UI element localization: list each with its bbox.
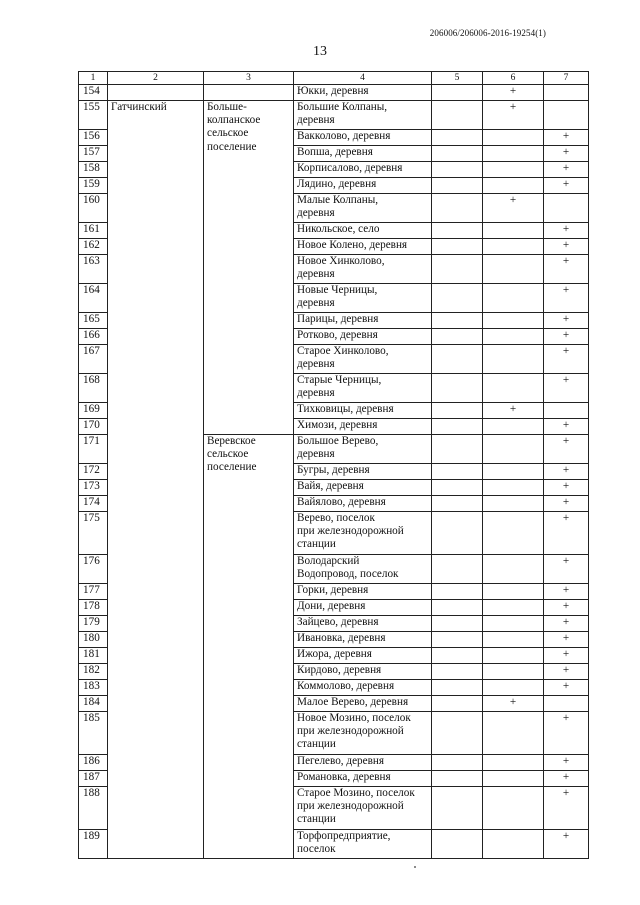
row-number: 181: [79, 648, 108, 664]
col6-mark: [483, 223, 544, 239]
settlement-name: Кирдово, деревня: [294, 664, 432, 680]
col6-mark: [483, 664, 544, 680]
column-header-7: 7: [544, 72, 589, 85]
col7-mark: +: [544, 616, 589, 632]
settlement-name: Никольское, село: [294, 223, 432, 239]
col5-cell: [432, 712, 483, 755]
settlement-name: Тихковицы, деревня: [294, 403, 432, 419]
col6-mark: [483, 584, 544, 600]
row-number: 154: [79, 85, 108, 101]
col5-cell: [432, 313, 483, 329]
settlement-name: Коммолово, деревня: [294, 680, 432, 696]
col7-mark: +: [544, 419, 589, 435]
col6-mark: [483, 680, 544, 696]
col5-cell: [432, 374, 483, 403]
col5-cell: [432, 194, 483, 223]
row-number: 187: [79, 771, 108, 787]
municipality-name: Больше- колпанское сельское поселение: [204, 101, 294, 435]
col5-cell: [432, 239, 483, 255]
settlements-table: [78, 71, 589, 859]
settlement-name: Химози, деревня: [294, 419, 432, 435]
settlement-name: Зайцево, деревня: [294, 616, 432, 632]
col6-mark: +: [483, 194, 544, 223]
col5-cell: [432, 419, 483, 435]
row-number: 186: [79, 755, 108, 771]
col7-mark: +: [544, 830, 589, 859]
settlement-name: Вопша, деревня: [294, 146, 432, 162]
col7-mark: +: [544, 223, 589, 239]
col5-cell: [432, 223, 483, 239]
row-number: 160: [79, 194, 108, 223]
col6-mark: [483, 600, 544, 616]
col6-mark: [483, 787, 544, 830]
settlement-name: Вакколово, деревня: [294, 130, 432, 146]
settlement-name: Большие Колпаны, деревня: [294, 101, 432, 130]
col6-mark: [483, 284, 544, 313]
settlement-name: Старое Мозино, поселок при железнодорожной станции: [294, 787, 432, 830]
col6-mark: [483, 435, 544, 464]
column-header-3: 3: [204, 72, 294, 85]
row-number: 176: [79, 555, 108, 584]
col7-mark: +: [544, 130, 589, 146]
col6-mark: [483, 329, 544, 345]
col5-cell: [432, 329, 483, 345]
col7-mark: +: [544, 787, 589, 830]
row-number: 174: [79, 496, 108, 512]
column-header-5: 5: [432, 72, 483, 85]
row-number: 183: [79, 680, 108, 696]
settlement-cell: [204, 85, 294, 101]
col7-mark: +: [544, 480, 589, 496]
col7-mark: +: [544, 345, 589, 374]
settlement-name: Большое Верево, деревня: [294, 435, 432, 464]
col5-cell: [432, 771, 483, 787]
col7-mark: [544, 85, 589, 101]
row-number: 179: [79, 616, 108, 632]
col7-mark: [544, 194, 589, 223]
col5-cell: [432, 648, 483, 664]
col7-mark: +: [544, 178, 589, 194]
settlement-name: Пегелево, деревня: [294, 755, 432, 771]
col7-mark: +: [544, 435, 589, 464]
row-number: 167: [79, 345, 108, 374]
district-name: Гатчинский: [108, 101, 204, 859]
col6-mark: [483, 162, 544, 178]
col7-mark: +: [544, 313, 589, 329]
col6-mark: [483, 512, 544, 555]
col5-cell: [432, 435, 483, 464]
table-row: [79, 101, 589, 130]
row-number: 171: [79, 435, 108, 464]
col6-mark: +: [483, 85, 544, 101]
col5-cell: [432, 512, 483, 555]
col5-cell: [432, 345, 483, 374]
settlement-name: Торфопредприятие, поселок: [294, 830, 432, 859]
settlement-name: Старые Черницы, деревня: [294, 374, 432, 403]
col7-mark: +: [544, 162, 589, 178]
settlement-name: Новые Черницы, деревня: [294, 284, 432, 313]
settlement-name: Ижора, деревня: [294, 648, 432, 664]
row-number: 157: [79, 146, 108, 162]
col6-mark: [483, 130, 544, 146]
col7-mark: +: [544, 374, 589, 403]
col5-cell: [432, 830, 483, 859]
col7-mark: [544, 101, 589, 130]
col5-cell: [432, 632, 483, 648]
settlement-name: Вайялово, деревня: [294, 496, 432, 512]
col5-cell: [432, 101, 483, 130]
col5-cell: [432, 496, 483, 512]
col6-mark: [483, 616, 544, 632]
settlement-name: Ивановка, деревня: [294, 632, 432, 648]
settlement-name: Старое Хинколово, деревня: [294, 345, 432, 374]
col6-mark: [483, 712, 544, 755]
row-number: 184: [79, 696, 108, 712]
col5-cell: [432, 178, 483, 194]
col5-cell: [432, 480, 483, 496]
settlement-name: Ротково, деревня: [294, 329, 432, 345]
col7-mark: +: [544, 648, 589, 664]
row-number: 189: [79, 830, 108, 859]
col7-mark: +: [544, 680, 589, 696]
col5-cell: [432, 696, 483, 712]
document-number: 206006/206006-2016-19254(1): [429, 28, 546, 38]
col7-mark: [544, 403, 589, 419]
col7-mark: +: [544, 255, 589, 284]
column-header-row: [79, 72, 589, 85]
settlement-name: Новое Колено, деревня: [294, 239, 432, 255]
col6-mark: [483, 146, 544, 162]
settlement-name: Бугры, деревня: [294, 464, 432, 480]
settlement-name: Горки, деревня: [294, 584, 432, 600]
row-number: 158: [79, 162, 108, 178]
col5-cell: [432, 403, 483, 419]
col5-cell: [432, 584, 483, 600]
row-number: 164: [79, 284, 108, 313]
col6-mark: [483, 374, 544, 403]
col5-cell: [432, 680, 483, 696]
col7-mark: [544, 696, 589, 712]
col5-cell: [432, 664, 483, 680]
municipality-name: Веревское сельское поселение: [204, 435, 294, 859]
col7-mark: +: [544, 600, 589, 616]
col5-cell: [432, 255, 483, 284]
row-number: 161: [79, 223, 108, 239]
page-number: 13: [313, 44, 327, 59]
col6-mark: [483, 648, 544, 664]
row-number: 180: [79, 632, 108, 648]
col6-mark: [483, 178, 544, 194]
col7-mark: +: [544, 512, 589, 555]
col6-mark: [483, 255, 544, 284]
col7-mark: +: [544, 664, 589, 680]
col5-cell: [432, 130, 483, 146]
row-number: 173: [79, 480, 108, 496]
col6-mark: [483, 830, 544, 859]
settlement-name: Верево, поселок при железнодорожной станции: [294, 512, 432, 555]
row-number: 155: [79, 101, 108, 130]
col6-mark: [483, 771, 544, 787]
row-number: 156: [79, 130, 108, 146]
scan-dot: [414, 866, 416, 868]
row-number: 159: [79, 178, 108, 194]
col6-mark: [483, 632, 544, 648]
col7-mark: +: [544, 239, 589, 255]
col6-mark: +: [483, 101, 544, 130]
col5-cell: [432, 600, 483, 616]
col6-mark: [483, 239, 544, 255]
column-header-6: 6: [483, 72, 544, 85]
settlement-name: Вайя, деревня: [294, 480, 432, 496]
row-number: 175: [79, 512, 108, 555]
col7-mark: +: [544, 146, 589, 162]
table-row: [79, 85, 589, 101]
col5-cell: [432, 616, 483, 632]
settlement-name: Новое Мозино, поселок при железнодорожной станции: [294, 712, 432, 755]
col7-mark: +: [544, 284, 589, 313]
settlement-name: Юкки, деревня: [294, 85, 432, 101]
col7-mark: +: [544, 584, 589, 600]
column-header-4: 4: [294, 72, 432, 85]
col5-cell: [432, 162, 483, 178]
settlement-name: Корписалово, деревня: [294, 162, 432, 178]
row-number: 185: [79, 712, 108, 755]
district-cell: [108, 85, 204, 101]
col7-mark: +: [544, 755, 589, 771]
settlement-name: Малое Верево, деревня: [294, 696, 432, 712]
col6-mark: +: [483, 696, 544, 712]
col7-mark: +: [544, 555, 589, 584]
col7-mark: +: [544, 712, 589, 755]
col5-cell: [432, 284, 483, 313]
col7-mark: +: [544, 771, 589, 787]
col7-mark: +: [544, 632, 589, 648]
col6-mark: [483, 419, 544, 435]
settlement-name: Дони, деревня: [294, 600, 432, 616]
row-number: 165: [79, 313, 108, 329]
col7-mark: +: [544, 496, 589, 512]
col5-cell: [432, 146, 483, 162]
settlement-name: Лядино, деревня: [294, 178, 432, 194]
row-number: 169: [79, 403, 108, 419]
settlement-name: Романовка, деревня: [294, 771, 432, 787]
settlement-name: Володарский Водопровод, поселок: [294, 555, 432, 584]
row-number: 177: [79, 584, 108, 600]
col6-mark: [483, 496, 544, 512]
col5-cell: [432, 464, 483, 480]
col5-cell: [432, 555, 483, 584]
col7-mark: +: [544, 329, 589, 345]
col6-mark: [483, 345, 544, 374]
col6-mark: [483, 464, 544, 480]
row-number: 172: [79, 464, 108, 480]
col6-mark: [483, 555, 544, 584]
row-number: 162: [79, 239, 108, 255]
col6-mark: [483, 313, 544, 329]
col6-mark: +: [483, 403, 544, 419]
col6-mark: [483, 755, 544, 771]
settlement-name: Малые Колпаны, деревня: [294, 194, 432, 223]
column-header-2: 2: [108, 72, 204, 85]
col5-cell: [432, 85, 483, 101]
settlement-name: Парицы, деревня: [294, 313, 432, 329]
row-number: 178: [79, 600, 108, 616]
col5-cell: [432, 755, 483, 771]
row-number: 166: [79, 329, 108, 345]
row-number: 170: [79, 419, 108, 435]
column-header-1: 1: [79, 72, 108, 85]
col7-mark: +: [544, 464, 589, 480]
row-number: 163: [79, 255, 108, 284]
row-number: 168: [79, 374, 108, 403]
col5-cell: [432, 787, 483, 830]
col6-mark: [483, 480, 544, 496]
row-number: 188: [79, 787, 108, 830]
settlement-name: Новое Хинколово, деревня: [294, 255, 432, 284]
row-number: 182: [79, 664, 108, 680]
